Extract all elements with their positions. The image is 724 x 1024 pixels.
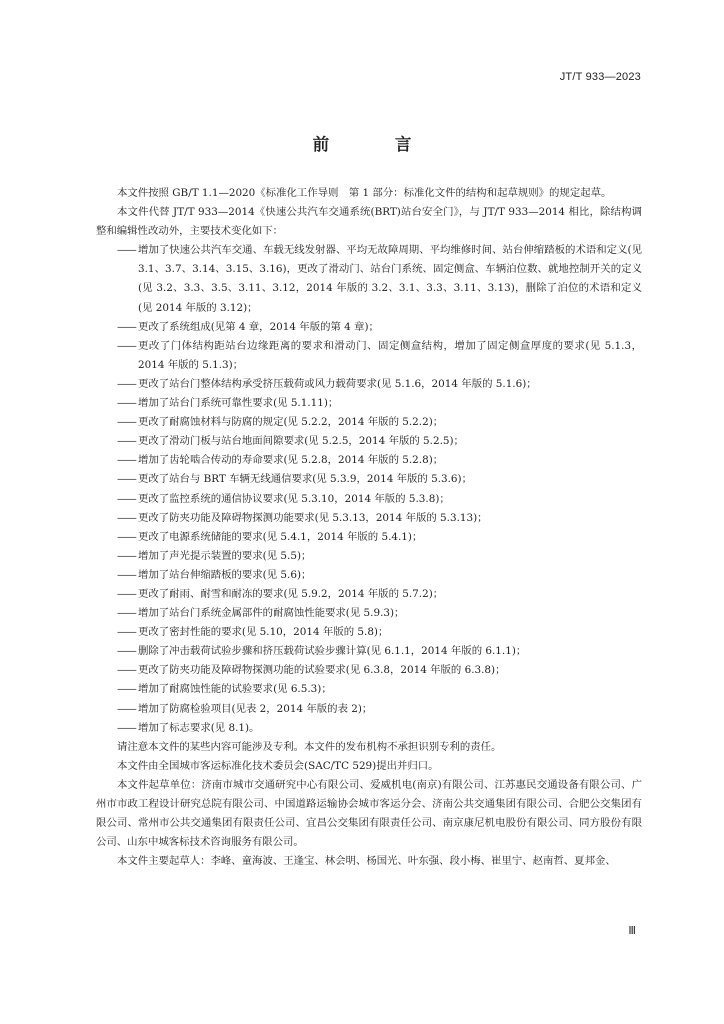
list-item: —— 增加了站台门系统可靠性要求(见 5.1.11)； [96,394,642,413]
list-item: —— 更改了防夹功能及障碍物探测功能要求(见 5.3.13，2014 年版的 5.3.13)； [96,509,642,528]
dash-marker: —— [117,587,136,600]
dash-marker: —— [117,435,136,448]
list-item: —— 更改了滑动门板与站台地面间隙要求(见 5.2.5，2014 年版的 5.2.5)； [96,432,642,451]
list-item: —— 增加了站台门系统金属部件的耐腐蚀性能要求(见 5.9.3)； [96,604,642,623]
standard-code: JT/T 933—2023 [559,71,641,83]
list-item: —— 更改了站台与 BRT 车辆无线通信要求(见 5.3.9，2014 年版的 5.3.6)； [96,470,642,489]
list-item: —— 更改了系统组成(见第 4 章，2014 年版的第 4 章)； [96,318,642,337]
list-item: —— 增加了耐腐蚀性能的试验要求(见 6.5.3)； [96,680,642,699]
list-item: —— 更改了耐腐蚀材料与防腐的规定(见 5.2.2，2014 年版的 5.2.2)； [96,413,642,432]
page-number: Ⅲ [628,925,636,937]
dash-marker: —— [117,568,136,581]
list-item: —— 更改了密封性能的要求(见 5.10，2014 年版的 5.8)； [96,623,642,642]
list-item: —— 删除了冲击载荷试验步骤和挤压载荷试验步骤计算(见 6.1.1，2014 年版的 6.1.1)； [96,642,642,661]
dash-marker: —— [117,416,136,429]
dash-marker: —— [117,645,136,658]
list-item: —— 增加了防腐检验项目(见表 2，2014 年版的表 2)； [96,700,642,719]
dash-marker: —— [117,511,136,524]
list-item: —— 增加了标志要求(见 8.1)。 [96,719,642,738]
list-item: —— 增加了站台伸缩踏板的要求(见 5.6)； [96,566,642,585]
list-item: —— 更改了防夹功能及障碍物探测功能的试验要求(见 6.3.8，2014 年版的 6.3.8)； [96,661,642,680]
list-item: —— 增加了声光提示装置的要求(见 5.5)； [96,547,642,566]
dash-marker: —— [117,339,136,352]
dash-marker: —— [117,492,136,505]
dash-marker: —— [117,626,136,639]
paragraph: 本文件按照 GB/T 1.1—2020《标准化工作导则 第 1 部分：标准化文件的结构和起草规则》的规定起草。 [117,187,612,199]
dash-marker: —— [117,607,136,620]
dash-marker: —— [117,473,136,486]
list-item: —— 更改了门体结构距站台边缘距离的要求和滑动门、固定侧盒结构，增加了固定侧盒厚度的要求(见 5.1.3，2014 年版的 5.1.3)； [96,337,642,375]
dash-marker: —— [117,397,136,410]
list-item: —— 更改了电源系统储能的要求(见 5.4.1，2014 年版的 5.4.1)； [96,528,642,547]
dash-marker: —— [117,320,136,333]
body-text [96,184,642,871]
page-title: 前 言 [312,135,442,154]
list-item: —— 增加了快速公共汽车交通、车载无线发射器、平均无故障周期、平均维修时间、站台伸缩踏板的术语和定义(见 3.1、3.7、3.14、3.15、3.16)，更改了滑动门、站台门系统、固定侧盒、车辆泊位数、就地控制开关的定义(见 3.2、3.3、3.5、3.11、3.12，2014 年版的 3.2、3.1、3.3、3.11、3.13)，删除了泊位的术语和定义(见 2014 年版的 3.12)； [96,241,642,317]
dash-marker: —— [117,454,136,467]
dash-marker: —— [117,549,136,562]
paragraph: 本文件起草单位：济南市城市交通研究中心有限公司、爱威机电(南京)有限公司、江苏惠民交通设备有限公司、广州市市政工程设计研究总院有限公司、中国道路运输协会城市客运分会、济南公共交通集团有限公司、合肥公交集团有限公司、常州市公共交通集团有限责任公司、宜昌公交集团有限责任公司、南京康尼机电股份有限公司、同方股份有限公司、山东中城客标技术咨询服务有限公司。 [96,778,642,849]
dash-marker: —— [117,244,136,257]
dash-marker: —— [117,702,136,715]
paragraph: 本文件主要起草人：李峰、童海波、王逢宝、林会明、杨国光、叶东强、段小梅、崔里宁、赵南哲、夏邦金、 [117,855,616,868]
dash-marker: —— [117,664,136,677]
paragraph: 本文件代替 JT/T 933—2014《快速公共汽车交通系统(BRT)站台安全门》，与 JT/T 933—2014 相比，除结构调整和编辑性改动外，主要技术变化如下： [96,206,642,238]
dash-marker: —— [117,683,136,696]
dash-marker: —— [117,721,136,734]
list-item: —— 增加了齿轮啮合传动的寿命要求(见 5.2.8，2014 年版的 5.2.8)； [96,451,642,470]
dash-marker: —— [117,377,136,390]
paragraph: 本文件由全国城市客运标准化技术委员会(SAC/TC 529)提出并归口。 [117,759,439,772]
paragraph: 请注意本文件的某些内容可能涉及专利。本文件的发布机构不承担识别专利的责任。 [117,740,502,753]
list-item: —— 更改了监控系统的通信协议要求(见 5.3.10，2014 年版的 5.3.8)； [96,490,642,509]
list-item: —— 更改了耐雨、耐雪和耐冻的要求(见 5.9.2，2014 年版的 5.7.2)； [96,585,642,604]
list-item: —— 更改了站台门整体结构承受挤压载荷或风力载荷要求(见 5.1.6，2014 年版的 5.1.6)； [96,375,642,394]
dash-marker: —— [117,530,136,543]
